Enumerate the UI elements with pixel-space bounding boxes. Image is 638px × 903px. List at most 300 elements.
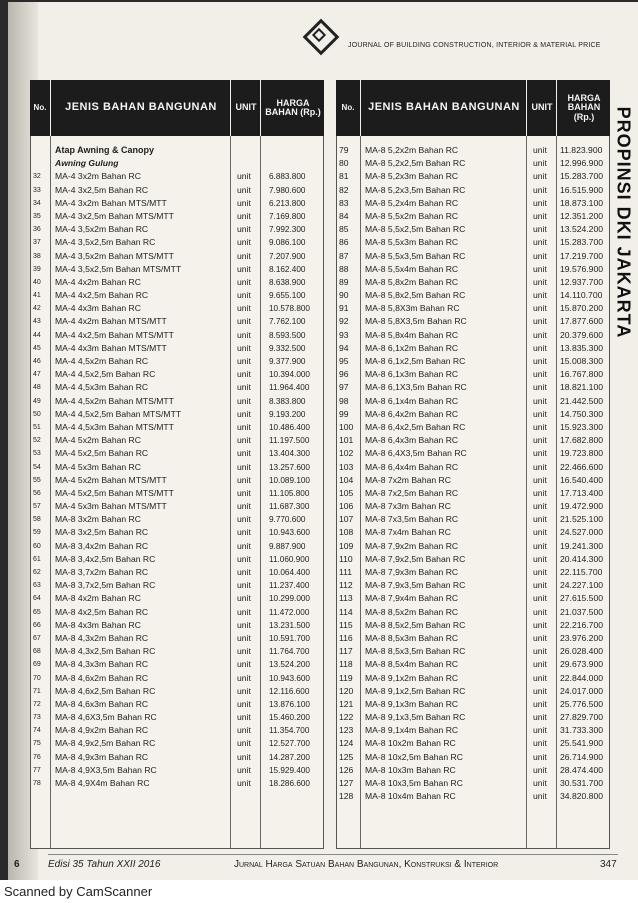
left-category-row	[31, 144, 323, 157]
row-unit: unit	[533, 738, 547, 749]
row-price: 20.414.300	[560, 553, 604, 564]
row-number: 44	[33, 331, 41, 339]
row-price: 11.105.800	[269, 488, 310, 498]
table-row	[31, 210, 323, 223]
row-number: 94	[339, 342, 349, 353]
table-row	[337, 342, 609, 355]
table-row	[31, 645, 323, 658]
right-table-header	[336, 80, 610, 136]
table-row	[31, 170, 323, 183]
row-unit: unit	[237, 712, 251, 723]
row-price: 18.873.100	[560, 197, 604, 208]
table-row	[31, 421, 323, 434]
row-material-name: MA-8 3,7x2,5m Bahan RC	[55, 580, 156, 591]
row-material-name: MA-4 5x2,5m Bahan RC	[55, 448, 149, 459]
row-price: 13.231.500	[269, 620, 310, 630]
row-price: 24.017.000	[560, 685, 604, 696]
row-price: 8.162.400	[269, 264, 306, 274]
row-material-name: MA-8 8,5x2,5m Bahan RC	[365, 619, 466, 630]
row-number: 121	[339, 698, 354, 709]
row-price: 7.762.100	[269, 317, 306, 327]
right-header-harga: HARGA BAHAN (Rp.)	[556, 80, 611, 136]
row-price: 22.844.000	[560, 672, 604, 683]
row-price: 28.474.400	[560, 764, 604, 775]
right-header-jenis: JENIS BAHAN BANGUNAN	[360, 80, 527, 136]
row-material-name: MA-8 4,6x2,5m Bahan RC	[55, 685, 156, 696]
row-price: 15.008.300	[560, 356, 604, 366]
row-price: 8.638.900	[269, 277, 306, 287]
row-material-name: MA-4 3,5x2,5m Bahan RC	[55, 237, 156, 248]
row-price: 30.531.700	[560, 778, 604, 788]
row-number: 82	[339, 184, 349, 195]
scanner-watermark: Scanned by CamScanner	[0, 880, 638, 903]
table-row	[337, 408, 609, 421]
row-material-name: MA-4 4,5x2m Bahan MTS/MTT	[55, 395, 174, 406]
row-number: 38	[33, 252, 41, 260]
table-row	[31, 461, 323, 474]
row-material-name: MA-8 4x2,5m Bahan RC	[55, 606, 149, 617]
row-price: 24.227.100	[560, 580, 604, 591]
row-number: 81	[339, 171, 349, 182]
row-price: 11.764.700	[269, 647, 310, 657]
row-number: 75	[33, 740, 41, 748]
row-material-name: MA-8 6,1X3,5m Bahan RC	[365, 382, 467, 393]
row-unit: unit	[533, 369, 547, 380]
footer-edition: Edisi 35 Tahun XXII 2016	[48, 859, 161, 870]
row-material-name: MA-8 3x2,5m Bahan RC	[55, 527, 149, 538]
table-row	[31, 751, 323, 764]
row-material-name: MA-8 7,9x2m Bahan RC	[365, 540, 459, 551]
row-unit: unit	[237, 276, 251, 287]
row-material-name: MA-8 5,5x3,5m Bahan RC	[365, 250, 466, 261]
row-price: 26.714.900	[560, 751, 604, 762]
row-price: 10.486.400	[269, 422, 310, 432]
row-unit: unit	[533, 778, 547, 788]
row-unit: unit	[237, 250, 251, 261]
row-unit: unit	[533, 751, 547, 762]
row-number: 118	[339, 659, 353, 670]
left-subcategory-row	[31, 157, 323, 170]
row-material-name: MA-8 8,5x4m Bahan RC	[365, 659, 459, 670]
row-price: 11.687.300	[269, 502, 310, 512]
row-number: 123	[339, 725, 354, 736]
row-price: 22.216.700	[560, 619, 604, 630]
table-row	[337, 645, 609, 658]
row-number: 110	[339, 553, 353, 564]
row-unit: unit	[533, 527, 547, 538]
row-unit: unit	[533, 725, 547, 736]
table-row	[337, 764, 609, 777]
row-number: 122	[339, 712, 354, 723]
row-price: 15.923.300	[560, 421, 604, 432]
row-price: 34.820.800	[560, 791, 604, 802]
table-row	[31, 777, 323, 790]
row-price: 16.767.800	[560, 369, 604, 380]
row-unit: unit	[533, 276, 547, 287]
row-price: 10.943.600	[269, 673, 310, 683]
row-unit: unit	[237, 764, 251, 775]
row-price: 18.821.100	[560, 382, 604, 393]
row-number: 128	[339, 791, 354, 802]
table-row	[337, 685, 609, 698]
table-row	[337, 236, 609, 249]
right-price-table	[336, 80, 610, 849]
row-unit: unit	[237, 210, 251, 221]
row-price: 6.213.800	[269, 198, 306, 208]
table-row	[31, 579, 323, 592]
table-row	[337, 606, 609, 619]
row-material-name: MA-4 3x2,5m Bahan MTS/MTT	[55, 210, 174, 221]
row-unit: unit	[533, 448, 547, 459]
row-material-name: MA-8 9,1x3m Bahan RC	[365, 698, 459, 709]
row-number: 45	[33, 344, 41, 352]
row-unit: unit	[533, 145, 547, 155]
row-price: 6.883.800	[269, 172, 306, 182]
footer-journal-name: Jurnal Harga Satuan Bahan Bangunan, Konstruksi & Interior	[234, 859, 499, 870]
table-row	[337, 144, 609, 157]
row-unit: unit	[237, 435, 251, 446]
table-row	[31, 566, 323, 579]
row-unit: unit	[237, 408, 251, 419]
row-unit: unit	[533, 606, 547, 617]
row-material-name: MA-8 4,9x3m Bahan RC	[55, 751, 149, 762]
row-number: 114	[339, 606, 353, 617]
row-number: 91	[339, 303, 349, 314]
left-header-harga: HARGA BAHAN (Rp.)	[260, 80, 325, 136]
row-number: 47	[33, 371, 41, 379]
row-number: 111	[339, 567, 353, 577]
row-unit: unit	[237, 395, 251, 406]
row-number: 46	[33, 358, 41, 365]
row-material-name: MA-8 3,4x2,5m Bahan RC	[55, 553, 156, 564]
row-unit: unit	[533, 421, 547, 432]
row-number: 108	[339, 527, 354, 538]
row-price: 12.996.900	[560, 158, 604, 169]
row-unit: unit	[533, 698, 547, 709]
row-unit: unit	[237, 290, 251, 301]
row-material-name: MA-8 3,7x2m Bahan RC	[55, 567, 149, 577]
row-unit: unit	[237, 448, 251, 459]
row-unit: unit	[533, 435, 547, 446]
row-unit: unit	[237, 263, 251, 274]
table-row	[337, 210, 609, 223]
row-number: 69	[33, 661, 41, 669]
row-number: 90	[339, 290, 349, 301]
table-row	[31, 513, 323, 526]
row-number: 64	[33, 595, 41, 603]
row-number: 119	[339, 672, 353, 683]
footer-page-right: 347	[600, 859, 617, 870]
row-price: 22.466.600	[560, 461, 604, 472]
journal-header	[304, 16, 624, 56]
row-unit: unit	[533, 632, 547, 643]
row-price: 16.540.400	[560, 474, 604, 485]
row-unit: unit	[237, 778, 251, 788]
table-row	[337, 790, 609, 803]
row-number: 83	[339, 197, 349, 208]
row-price: 25.776.500	[560, 698, 604, 709]
row-price: 19.576.900	[560, 263, 604, 274]
row-material-name: MA-4 3,5x2,5m Bahan MTS/MTT	[55, 263, 182, 274]
row-unit: unit	[237, 342, 251, 353]
row-material-name: MA-8 4,3x2m Bahan RC	[55, 632, 149, 643]
row-material-name: MA-8 10x3,5m Bahan RC	[365, 778, 463, 788]
row-price: 11.472.000	[269, 607, 310, 617]
table-row	[337, 329, 609, 342]
table-row	[31, 764, 323, 777]
row-unit: unit	[237, 369, 251, 380]
table-row	[31, 250, 323, 263]
row-material-name: MA-4 4,5x3m Bahan MTS/MTT	[55, 421, 174, 432]
row-unit: unit	[237, 738, 251, 749]
row-material-name: MA-8 7x2m Bahan RC	[365, 474, 451, 485]
row-material-name: MA-8 5,5x3m Bahan RC	[365, 237, 459, 248]
row-unit: unit	[237, 501, 251, 512]
row-number: 65	[33, 608, 41, 616]
table-row	[31, 592, 323, 605]
row-number: 60	[33, 542, 41, 550]
left-header-unit: UNIT	[230, 80, 261, 136]
row-material-name: MA-8 10x2m Bahan RC	[365, 738, 456, 749]
row-material-name: MA-4 3x2m Bahan MTS/MTT	[55, 197, 167, 208]
row-material-name: MA-4 4x2,5m Bahan RC	[55, 290, 149, 301]
row-unit: unit	[533, 514, 547, 525]
row-price: 13.524.200	[560, 224, 604, 235]
row-unit: unit	[533, 619, 547, 630]
row-number: 56	[33, 489, 41, 497]
row-number: 52	[33, 437, 41, 445]
row-price: 17.713.400	[560, 487, 604, 498]
row-number: 74	[33, 727, 41, 735]
row-price: 19.241.300	[560, 540, 604, 551]
row-unit: unit	[237, 514, 251, 525]
row-number: 70	[33, 674, 41, 682]
row-price: 11.354.700	[269, 726, 310, 736]
row-unit: unit	[237, 382, 251, 393]
row-price: 14.750.300	[560, 408, 604, 419]
row-material-name: MA-8 10x3m Bahan RC	[365, 764, 456, 775]
row-number: 61	[33, 555, 41, 563]
row-number: 40	[33, 278, 41, 286]
row-material-name: MA-8 6,1x4m Bahan RC	[365, 395, 459, 406]
row-material-name: MA-8 7x2,5m Bahan RC	[365, 487, 459, 498]
row-number: 104	[339, 474, 354, 485]
row-material-name: MA-8 7x3m Bahan RC	[365, 501, 451, 512]
table-row	[31, 395, 323, 408]
row-price: 31.733.300	[560, 725, 604, 736]
row-unit: unit	[237, 421, 251, 432]
row-number: 120	[339, 685, 354, 696]
row-unit: unit	[237, 540, 251, 551]
table-row	[31, 355, 323, 368]
row-unit: unit	[237, 474, 251, 485]
row-price: 22.115.700	[560, 567, 603, 577]
row-unit: unit	[533, 356, 547, 366]
row-material-name: MA-8 5,2x3,5m Bahan RC	[365, 184, 466, 195]
row-number: 87	[339, 250, 349, 261]
table-row	[337, 658, 609, 671]
row-unit: unit	[533, 659, 547, 670]
table-row	[31, 658, 323, 671]
row-price: 12.116.600	[269, 686, 310, 696]
row-price: 8.593.500	[269, 330, 306, 340]
row-unit: unit	[533, 263, 547, 274]
table-row	[31, 487, 323, 500]
table-row	[31, 711, 323, 724]
row-price: 12.351.200	[560, 210, 604, 221]
row-number: 50	[33, 410, 41, 418]
scanned-page	[8, 2, 638, 880]
row-material-name: MA-8 6,1x3m Bahan RC	[365, 369, 459, 380]
row-number: 63	[33, 582, 41, 590]
row-number: 112	[339, 580, 353, 591]
row-price: 11.060.900	[269, 554, 310, 564]
row-unit: unit	[533, 408, 547, 419]
row-number: 95	[339, 356, 349, 366]
row-material-name: MA-8 7,9x3m Bahan RC	[365, 567, 459, 577]
table-row	[337, 698, 609, 711]
row-price: 15.870.200	[560, 303, 604, 314]
table-row	[31, 381, 323, 394]
row-unit: unit	[533, 474, 547, 485]
row-number: 116	[339, 632, 353, 643]
table-row	[31, 619, 323, 632]
row-material-name: MA-8 5,2x2,5m Bahan RC	[365, 158, 466, 169]
row-material-name: MA-4 4x2,5m Bahan MTS/MTT	[55, 329, 174, 340]
row-unit: unit	[533, 224, 547, 235]
row-number: 67	[33, 634, 41, 642]
row-unit: unit	[533, 210, 547, 221]
row-unit: unit	[237, 698, 251, 709]
row-unit: unit	[237, 316, 251, 327]
table-row	[337, 315, 609, 328]
row-material-name: MA-8 7x4m Bahan RC	[365, 527, 451, 538]
table-row	[337, 632, 609, 645]
row-price: 13.876.100	[269, 699, 310, 709]
row-unit: unit	[533, 712, 547, 723]
row-unit: unit	[237, 487, 251, 498]
row-price: 11.964.400	[269, 383, 310, 393]
row-unit: unit	[533, 461, 547, 472]
row-unit: unit	[533, 791, 547, 802]
row-number: 68	[33, 648, 41, 656]
table-row	[31, 276, 323, 289]
row-price: 25.541.900	[560, 738, 604, 749]
table-row	[337, 302, 609, 315]
row-material-name: MA-4 4,5x2,5m Bahan MTS/MTT	[55, 408, 182, 419]
row-unit: unit	[237, 725, 251, 736]
row-number: 109	[339, 540, 354, 551]
table-row	[337, 461, 609, 474]
row-material-name: MA-4 5x3m Bahan MTS/MTT	[55, 501, 167, 512]
table-row	[337, 487, 609, 500]
row-unit: unit	[533, 342, 547, 353]
row-unit: unit	[237, 646, 251, 657]
row-number: 73	[33, 714, 41, 722]
row-price: 8.383.800	[269, 396, 306, 406]
table-row	[31, 737, 323, 750]
row-number: 79	[339, 145, 349, 155]
table-row	[337, 540, 609, 553]
row-material-name: MA-8 8,5x3,5m Bahan RC	[365, 646, 466, 657]
row-material-name: MA-4 5x2m Bahan MTS/MTT	[55, 474, 167, 485]
row-material-name: MA-8 5,2x3m Bahan RC	[365, 171, 459, 182]
table-row	[337, 526, 609, 539]
table-row	[337, 711, 609, 724]
row-number: 105	[339, 487, 354, 498]
row-unit: unit	[237, 580, 251, 591]
row-price: 13.257.600	[269, 462, 310, 472]
table-row	[31, 672, 323, 685]
row-number: 113	[339, 593, 353, 604]
row-number: 34	[33, 199, 41, 207]
row-price: 13.404.300	[269, 449, 310, 459]
row-material-name: MA-8 4,9x2,5m Bahan RC	[55, 738, 156, 749]
row-price: 24.527.000	[560, 527, 604, 538]
row-material-name: MA-8 5,2x4m Bahan RC	[365, 197, 459, 208]
row-unit: unit	[237, 632, 251, 643]
row-price: 10.064.400	[269, 568, 310, 577]
table-row	[31, 315, 323, 328]
row-material-name: MA-8 5,8x2m Bahan RC	[365, 276, 459, 287]
row-unit: unit	[237, 619, 251, 630]
row-material-name: MA-8 5,8X3m Bahan RC	[365, 303, 460, 314]
row-unit: unit	[533, 501, 547, 512]
row-number: 53	[33, 450, 41, 458]
footer-page-left: 6	[14, 859, 20, 870]
table-row	[31, 289, 323, 302]
row-material-name: MA-4 4,5x2m Bahan RC	[55, 356, 149, 366]
row-price: 14.287.200	[269, 752, 310, 762]
table-row	[337, 157, 609, 170]
row-material-name: MA-4 4x2m Bahan RC	[55, 276, 141, 287]
row-material-name: MA-8 9,1x4m Bahan RC	[365, 725, 459, 736]
row-price: 11.237.400	[269, 581, 310, 591]
row-price: 7.207.900	[269, 251, 306, 261]
row-price: 16.515.900	[560, 184, 604, 195]
row-price: 15.460.200	[269, 713, 310, 723]
row-price: 9.332.500	[269, 343, 306, 353]
row-price: 14.110.700	[560, 290, 603, 301]
row-number: 54	[33, 463, 41, 471]
table-row	[337, 223, 609, 236]
row-material-name: MA-8 4,9X3,5m Bahan RC	[55, 764, 157, 775]
table-row	[31, 606, 323, 619]
row-material-name: MA-8 5,5x2m Bahan RC	[365, 210, 459, 221]
row-number: 55	[33, 476, 41, 484]
table-row	[31, 500, 323, 513]
row-material-name: MA-8 6,1x2,5m Bahan RC	[365, 356, 466, 366]
row-material-name: MA-4 4x2m Bahan MTS/MTT	[55, 316, 167, 327]
table-row	[337, 474, 609, 487]
row-number: 101	[339, 435, 354, 446]
row-price: 17.877.600	[560, 316, 604, 327]
row-material-name: MA-4 5x2,5m Bahan MTS/MTT	[55, 487, 174, 498]
table-row	[337, 289, 609, 302]
table-row	[337, 368, 609, 381]
row-number: 41	[33, 292, 41, 300]
table-row	[31, 698, 323, 711]
row-material-name: MA-4 4,5x3m Bahan RC	[55, 382, 149, 393]
row-number: 102	[339, 448, 354, 459]
row-number: 77	[33, 766, 41, 774]
table-row	[31, 368, 323, 381]
row-unit: unit	[237, 461, 251, 472]
table-row	[337, 777, 609, 790]
table-row	[31, 184, 323, 197]
table-row	[337, 513, 609, 526]
table-row	[337, 170, 609, 183]
